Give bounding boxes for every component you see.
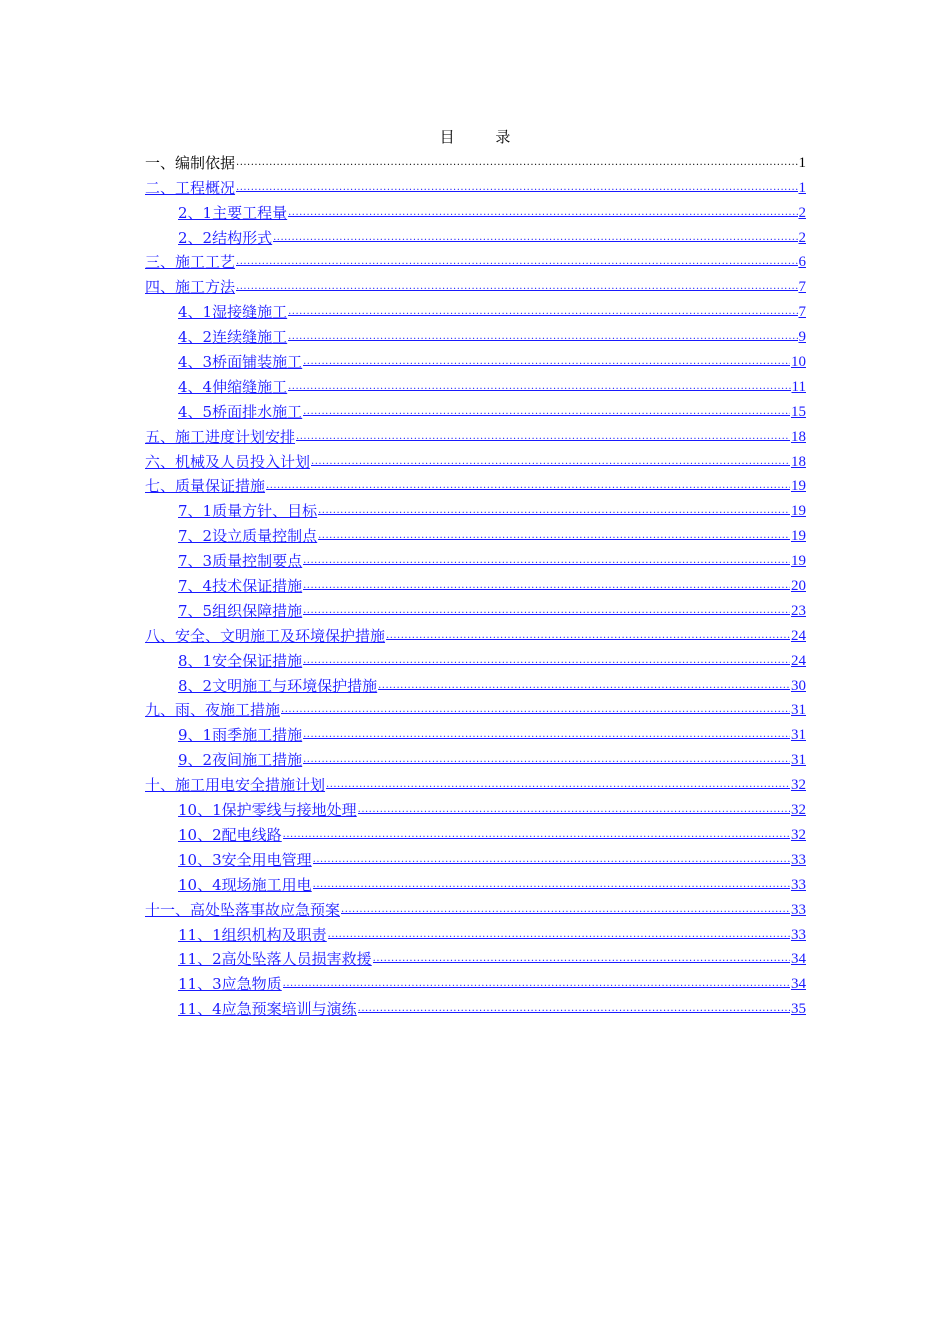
toc-page-number: 15 bbox=[791, 403, 806, 420]
toc-subentry[interactable] bbox=[145, 722, 806, 747]
toc-dot-leader bbox=[303, 753, 790, 767]
toc-dot-leader bbox=[288, 305, 797, 319]
toc-entry[interactable] bbox=[145, 449, 806, 474]
toc-page-number: 30 bbox=[791, 677, 806, 694]
toc-subentry[interactable] bbox=[145, 349, 806, 374]
toc-dot-leader bbox=[303, 579, 790, 593]
toc-page-number: 19 bbox=[791, 528, 806, 545]
toc-page-number: 35 bbox=[791, 1001, 806, 1018]
toc-page-number: 11 bbox=[791, 378, 806, 395]
toc-entry-title: 五、施工进度计划安排 bbox=[145, 427, 296, 446]
toc-dot-leader bbox=[303, 728, 790, 742]
toc-dot-leader bbox=[303, 604, 790, 618]
toc-dot-leader bbox=[296, 430, 790, 444]
toc-dot-leader bbox=[386, 629, 790, 643]
toc-page-number: 1 bbox=[798, 154, 806, 171]
toc-dot-leader bbox=[303, 355, 790, 369]
toc-dot-leader bbox=[266, 479, 790, 493]
toc-dot-leader bbox=[313, 853, 790, 867]
toc-dot-leader bbox=[311, 455, 790, 469]
toc-page-number: 24 bbox=[791, 627, 806, 644]
toc-entry-title: 2、1主要工程量 bbox=[178, 203, 288, 222]
toc-entry-title: 2、2结构形式 bbox=[178, 228, 273, 247]
toc-dot-leader bbox=[358, 1002, 790, 1016]
toc-dot-leader bbox=[358, 803, 790, 817]
toc-page-number: 10 bbox=[791, 354, 806, 371]
toc-page-number: 23 bbox=[791, 602, 806, 619]
toc-subentry[interactable] bbox=[145, 374, 806, 399]
toc-dot-leader bbox=[236, 280, 797, 294]
toc-entry-title: 4、3桥面铺装施工 bbox=[178, 353, 303, 372]
toc-entry-title: 11、2高处坠落人员损害救援 bbox=[178, 950, 372, 969]
toc-page-number: 32 bbox=[791, 777, 806, 794]
toc-entry-title: 11、1组织机构及职责 bbox=[178, 925, 327, 944]
toc-page-number: 24 bbox=[791, 652, 806, 669]
toc-dot-leader bbox=[283, 977, 790, 991]
toc-page-number: 19 bbox=[791, 553, 806, 570]
toc-entry-title: 7、5组织保障措施 bbox=[178, 601, 303, 620]
toc-entry-title: 7、2设立质量控制点 bbox=[178, 527, 318, 546]
toc-page-number: 33 bbox=[791, 926, 806, 943]
toc-subentry[interactable] bbox=[145, 947, 806, 972]
toc-page-number: 18 bbox=[791, 428, 806, 445]
toc-page-number: 19 bbox=[791, 503, 806, 520]
toc-entry-title: 4、5桥面排水施工 bbox=[178, 402, 303, 421]
toc-subentry[interactable] bbox=[145, 747, 806, 772]
toc-subentry[interactable] bbox=[145, 299, 806, 324]
toc-subentry[interactable] bbox=[145, 225, 806, 250]
toc-entry[interactable] bbox=[145, 897, 806, 922]
toc-entry-title: 10、3安全用电管理 bbox=[178, 850, 312, 869]
toc-page-number: 20 bbox=[791, 578, 806, 595]
toc-subentry[interactable] bbox=[145, 847, 806, 872]
toc-page-number: 32 bbox=[791, 802, 806, 819]
toc-page-number: 33 bbox=[791, 876, 806, 893]
toc-entry-title: 4、4伸缩缝施工 bbox=[178, 377, 288, 396]
toc-entry-title: 十、施工用电安全措施计划 bbox=[145, 776, 326, 795]
toc-page-number: 33 bbox=[791, 851, 806, 868]
toc-dot-leader bbox=[236, 255, 797, 269]
toc-dot-leader bbox=[236, 156, 797, 170]
toc-dot-leader bbox=[318, 529, 790, 543]
toc-subentry[interactable] bbox=[145, 797, 806, 822]
toc-subentry[interactable] bbox=[145, 200, 806, 225]
toc-page-number: 34 bbox=[791, 951, 806, 968]
toc-subentry[interactable] bbox=[145, 523, 806, 548]
toc-page-number: 34 bbox=[791, 976, 806, 993]
toc-entry-title: 9、2夜间施工措施 bbox=[178, 751, 303, 770]
toc-entry-title: 一、编制依据 bbox=[145, 153, 236, 172]
toc-dot-leader bbox=[288, 380, 790, 394]
toc-entry-title: 三、施工工艺 bbox=[145, 253, 236, 272]
toc-entry-title: 10、4现场施工用电 bbox=[178, 875, 312, 894]
toc-entry[interactable] bbox=[145, 623, 806, 648]
toc-subentry[interactable] bbox=[145, 598, 806, 623]
toc-dot-leader bbox=[303, 654, 790, 668]
toc-dot-leader bbox=[373, 952, 790, 966]
toc-dot-leader bbox=[313, 878, 790, 892]
toc-page-number: 19 bbox=[791, 478, 806, 495]
toc-entry[interactable] bbox=[145, 175, 806, 200]
toc-subentry[interactable] bbox=[145, 872, 806, 897]
toc-entry[interactable] bbox=[145, 424, 806, 449]
toc-entry-title: 4、2连续缝施工 bbox=[178, 328, 288, 347]
toc-entry-title: 11、3应急物质 bbox=[178, 975, 282, 994]
toc-entry[interactable] bbox=[145, 250, 806, 275]
toc-entry-title: 四、施工方法 bbox=[145, 278, 236, 297]
toc-entry-title: 六、机械及人员投入计划 bbox=[145, 452, 311, 471]
toc-entry-title: 7、1质量方针、目标 bbox=[178, 502, 318, 521]
toc-entry[interactable] bbox=[145, 772, 806, 797]
toc-entry[interactable] bbox=[145, 274, 806, 299]
toc-subentry[interactable] bbox=[145, 996, 806, 1021]
toc-subentry[interactable] bbox=[145, 399, 806, 424]
toc-page-number: 18 bbox=[791, 453, 806, 470]
toc-dot-leader bbox=[378, 679, 790, 693]
toc-dot-leader bbox=[318, 504, 790, 518]
toc-subentry[interactable] bbox=[145, 822, 806, 847]
toc-entry-title: 七、质量保证措施 bbox=[145, 477, 266, 496]
toc-dot-leader bbox=[341, 903, 790, 917]
toc-dot-leader bbox=[281, 703, 790, 717]
toc-dot-leader bbox=[326, 778, 790, 792]
toc-page-number: 2 bbox=[798, 204, 806, 221]
toc-entry-title: 九、雨、夜施工措施 bbox=[145, 701, 281, 720]
toc-page-number: 6 bbox=[798, 254, 806, 271]
toc-page-number: 1 bbox=[798, 179, 806, 196]
toc-dot-leader bbox=[303, 405, 790, 419]
toc-entry-title: 二、工程概况 bbox=[145, 178, 236, 197]
toc-entry-title: 8、1安全保证措施 bbox=[178, 651, 303, 670]
toc-entry-title: 9、1雨季施工措施 bbox=[178, 726, 303, 745]
toc-subentry[interactable] bbox=[145, 498, 806, 523]
toc-entry-title: 7、4技术保证措施 bbox=[178, 577, 303, 596]
toc-dot-leader bbox=[328, 928, 790, 942]
toc-entry-title: 11、4应急预案培训与演练 bbox=[178, 1000, 357, 1019]
toc-page-number: 2 bbox=[798, 229, 806, 246]
toc-page-number: 33 bbox=[791, 901, 806, 918]
toc-dot-leader bbox=[288, 330, 797, 344]
toc-subentry[interactable] bbox=[145, 971, 806, 996]
toc-entry-title: 4、1湿接缝施工 bbox=[178, 303, 288, 322]
table-of-contents bbox=[145, 150, 806, 1021]
toc-subentry[interactable] bbox=[145, 648, 806, 673]
toc-dot-leader bbox=[236, 181, 797, 195]
toc-page-number: 31 bbox=[791, 702, 806, 719]
toc-subentry[interactable] bbox=[145, 922, 806, 947]
toc-page-number: 31 bbox=[791, 752, 806, 769]
toc-entry-title: 7、3质量控制要点 bbox=[178, 552, 303, 571]
toc-page-number: 32 bbox=[791, 826, 806, 843]
toc-dot-leader bbox=[273, 231, 797, 245]
toc-subentry[interactable] bbox=[145, 548, 806, 573]
toc-dot-leader bbox=[283, 828, 790, 842]
toc-dot-leader bbox=[288, 206, 797, 220]
toc-title: 目 录 bbox=[439, 128, 529, 146]
toc-entry bbox=[145, 150, 806, 175]
toc-dot-leader bbox=[303, 554, 790, 568]
toc-entry-title: 10、1保护零线与接地处理 bbox=[178, 801, 357, 820]
toc-subentry[interactable] bbox=[145, 573, 806, 598]
toc-subentry[interactable] bbox=[145, 673, 806, 698]
toc-page-number: 31 bbox=[791, 727, 806, 744]
toc-entry[interactable] bbox=[145, 698, 806, 723]
toc-page-number: 7 bbox=[798, 304, 806, 321]
toc-entry-title: 十一、高处坠落事故应急预案 bbox=[145, 900, 341, 919]
toc-entry[interactable] bbox=[145, 474, 806, 499]
toc-page-number: 7 bbox=[798, 279, 806, 296]
toc-entry-title: 10、2配电线路 bbox=[178, 825, 282, 844]
toc-entry-title: 8、2文明施工与环境保护措施 bbox=[178, 676, 378, 695]
toc-subentry[interactable] bbox=[145, 324, 806, 349]
toc-page-number: 9 bbox=[798, 329, 806, 346]
toc-entry-title: 八、安全、文明施工及环境保护措施 bbox=[145, 626, 386, 645]
